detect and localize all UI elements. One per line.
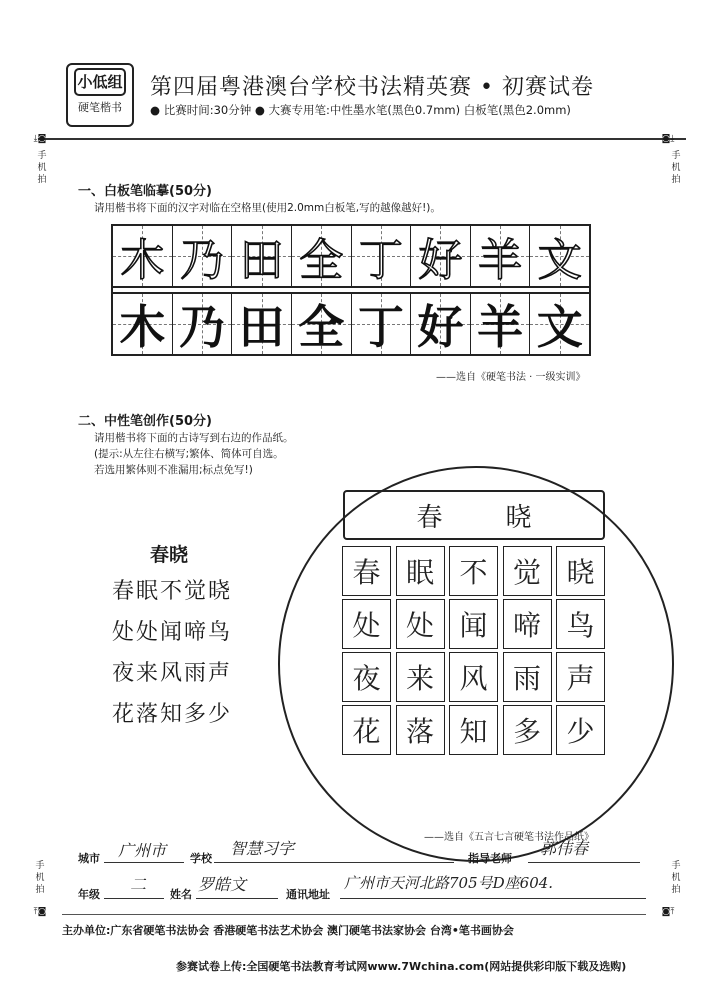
camera-corner-bottom-right: ◙⤒ [661,907,675,917]
work-cell: 落 [396,705,445,755]
written-char: 羊 [477,300,524,354]
model-char: 文 [537,235,582,286]
teacher-field[interactable]: 郭伟春 [540,839,589,858]
model-char: 全 [299,235,344,286]
poem-title: 春晓 [150,544,189,566]
website-note: 参赛试卷上传:全国硬笔书法教育考试网www.7Wchina.com(网站提供彩印版下载及选购) [176,960,627,973]
work-cell: 知 [449,705,498,755]
teacher-underline [528,862,640,863]
poem-line: 夜来风雨声 [112,661,233,686]
model-cell [471,226,531,286]
written-cell [530,294,589,354]
written-cell [232,294,292,354]
poem-line: 处处闻啼鸟 [112,620,233,645]
work-cell: 处 [342,599,391,649]
phone-label-top-left: 手机拍 [37,151,47,185]
model-cell [411,226,471,286]
written-char: 文 [536,300,583,354]
work-cell: 晓 [556,546,605,596]
work-cell: 雨 [503,652,552,702]
written-char: 丁 [357,300,404,354]
header-rule [38,138,686,140]
name-label: 姓名 [170,888,192,901]
model-char: 好 [418,235,463,286]
work-cell: 鸟 [556,599,605,649]
address-field[interactable]: 广州市天河北路705号D座604. [344,874,554,892]
school-underline [214,862,454,863]
grade-underline [104,898,164,899]
work-row [342,705,605,755]
model-char: 乃 [179,235,224,286]
city-field[interactable]: 广州市 [118,841,167,860]
section2-instruction-2: (提示:从左往右横写;繁体、简体可自选。 [94,448,284,460]
school-field[interactable]: 智慧习字 [230,839,295,858]
written-cell [113,294,173,354]
section2-instruction-1: 请用楷书将下面的古诗写到右边的作品纸。 [94,432,294,444]
work-cell: 处 [396,599,445,649]
work-cell: 啼 [503,599,552,649]
work-title-char: 春 [416,502,443,533]
address-label: 通讯地址 [286,888,330,901]
work-cell: 夜 [342,652,391,702]
phone-label-bottom-right: 手机拍 [671,861,681,895]
school-label: 学校 [190,852,212,865]
section1-instruction: 请用楷书将下面的汉字对临在空格里(使用2.0mm白板笔,写的越像越好!)。 [94,202,441,214]
work-cell: 少 [556,705,605,755]
work-cell: 花 [342,705,391,755]
work-cell: 不 [449,546,498,596]
written-cell [173,294,233,354]
model-cell [232,226,292,286]
model-row [113,226,589,288]
model-char: 木 [120,235,165,286]
teacher-label: 指导老师 [468,852,512,865]
written-row [113,294,589,354]
work-row [342,546,605,596]
footer-rule [62,914,646,915]
city-underline [104,862,184,863]
work-cell: 多 [503,705,552,755]
written-cell [411,294,471,354]
poem-line: 春眠不觉晓 [112,579,233,604]
exam-title: 第四届粤港澳台学校书法精英赛 • 初赛试卷 [150,75,594,100]
name-underline [196,898,278,899]
section2-title: 二、中性笔创作(50分) [78,414,212,429]
work-grid [342,546,605,758]
model-cell [292,226,352,286]
work-row [342,652,605,702]
written-char: 好 [417,300,464,354]
city-label: 城市 [78,852,100,865]
phone-label-top-right: 手机拍 [671,151,681,185]
model-cell [530,226,589,286]
name-field[interactable]: 罗皓文 [198,875,247,894]
model-char: 羊 [478,235,523,286]
work-cell: 觉 [503,546,552,596]
work-cell: 闻 [449,599,498,649]
written-char: 乃 [178,300,225,354]
organizers: 主办单位:广东省硬笔书法协会 香港硬笔书法艺术协会 澳门硬笔书法家协会 台湾•笔书画协会 [62,924,514,937]
section2-source: ——选自《五言七言硬笔书法作品纸》 [424,832,594,843]
work-row [342,599,605,649]
work-title-box [343,490,605,540]
written-cell [352,294,412,354]
written-cell [292,294,352,354]
written-char: 木 [119,300,166,354]
copy-grid [111,224,591,356]
work-cell: 眠 [396,546,445,596]
model-char: 丁 [358,235,403,286]
camera-corner-top-left: ⤓◙ [33,134,47,144]
written-cell [471,294,531,354]
badge-category-label: 硬笔楷书 [78,101,122,114]
exam-info: ● 比赛时间:30分钟 ● 大赛专用笔:中性墨水笔(黑色0.7mm) 白板笔(黑色2.0mm) [150,103,571,117]
poem-line: 花落知多少 [112,702,233,727]
camera-corner-bottom-left: ⤒◙ [33,907,47,917]
work-cell: 来 [396,652,445,702]
work-cell: 春 [342,546,391,596]
model-char: 田 [239,235,284,286]
written-char: 全 [298,300,345,354]
work-title-char: 晓 [505,502,532,533]
section1-source: ——选自《硬笔书法 · 一级实训》 [436,372,586,383]
badge-group-label: 小低组 [74,68,126,96]
work-cell: 声 [556,652,605,702]
phone-label-bottom-left: 手机拍 [35,861,45,895]
model-cell [352,226,412,286]
group-badge [66,63,134,127]
grade-label: 年级 [78,888,100,901]
model-cell [113,226,173,286]
model-cell [173,226,233,286]
written-char: 田 [238,300,285,354]
camera-corner-top-right: ◙⤓ [661,134,675,144]
work-cell: 风 [449,652,498,702]
section2-instruction-3: 若选用繁体则不准漏用;标点免写!) [94,464,253,476]
grade-field[interactable]: 二 [130,875,147,894]
address-underline [340,898,646,899]
section1-title: 一、白板笔临摹(50分) [78,184,212,199]
